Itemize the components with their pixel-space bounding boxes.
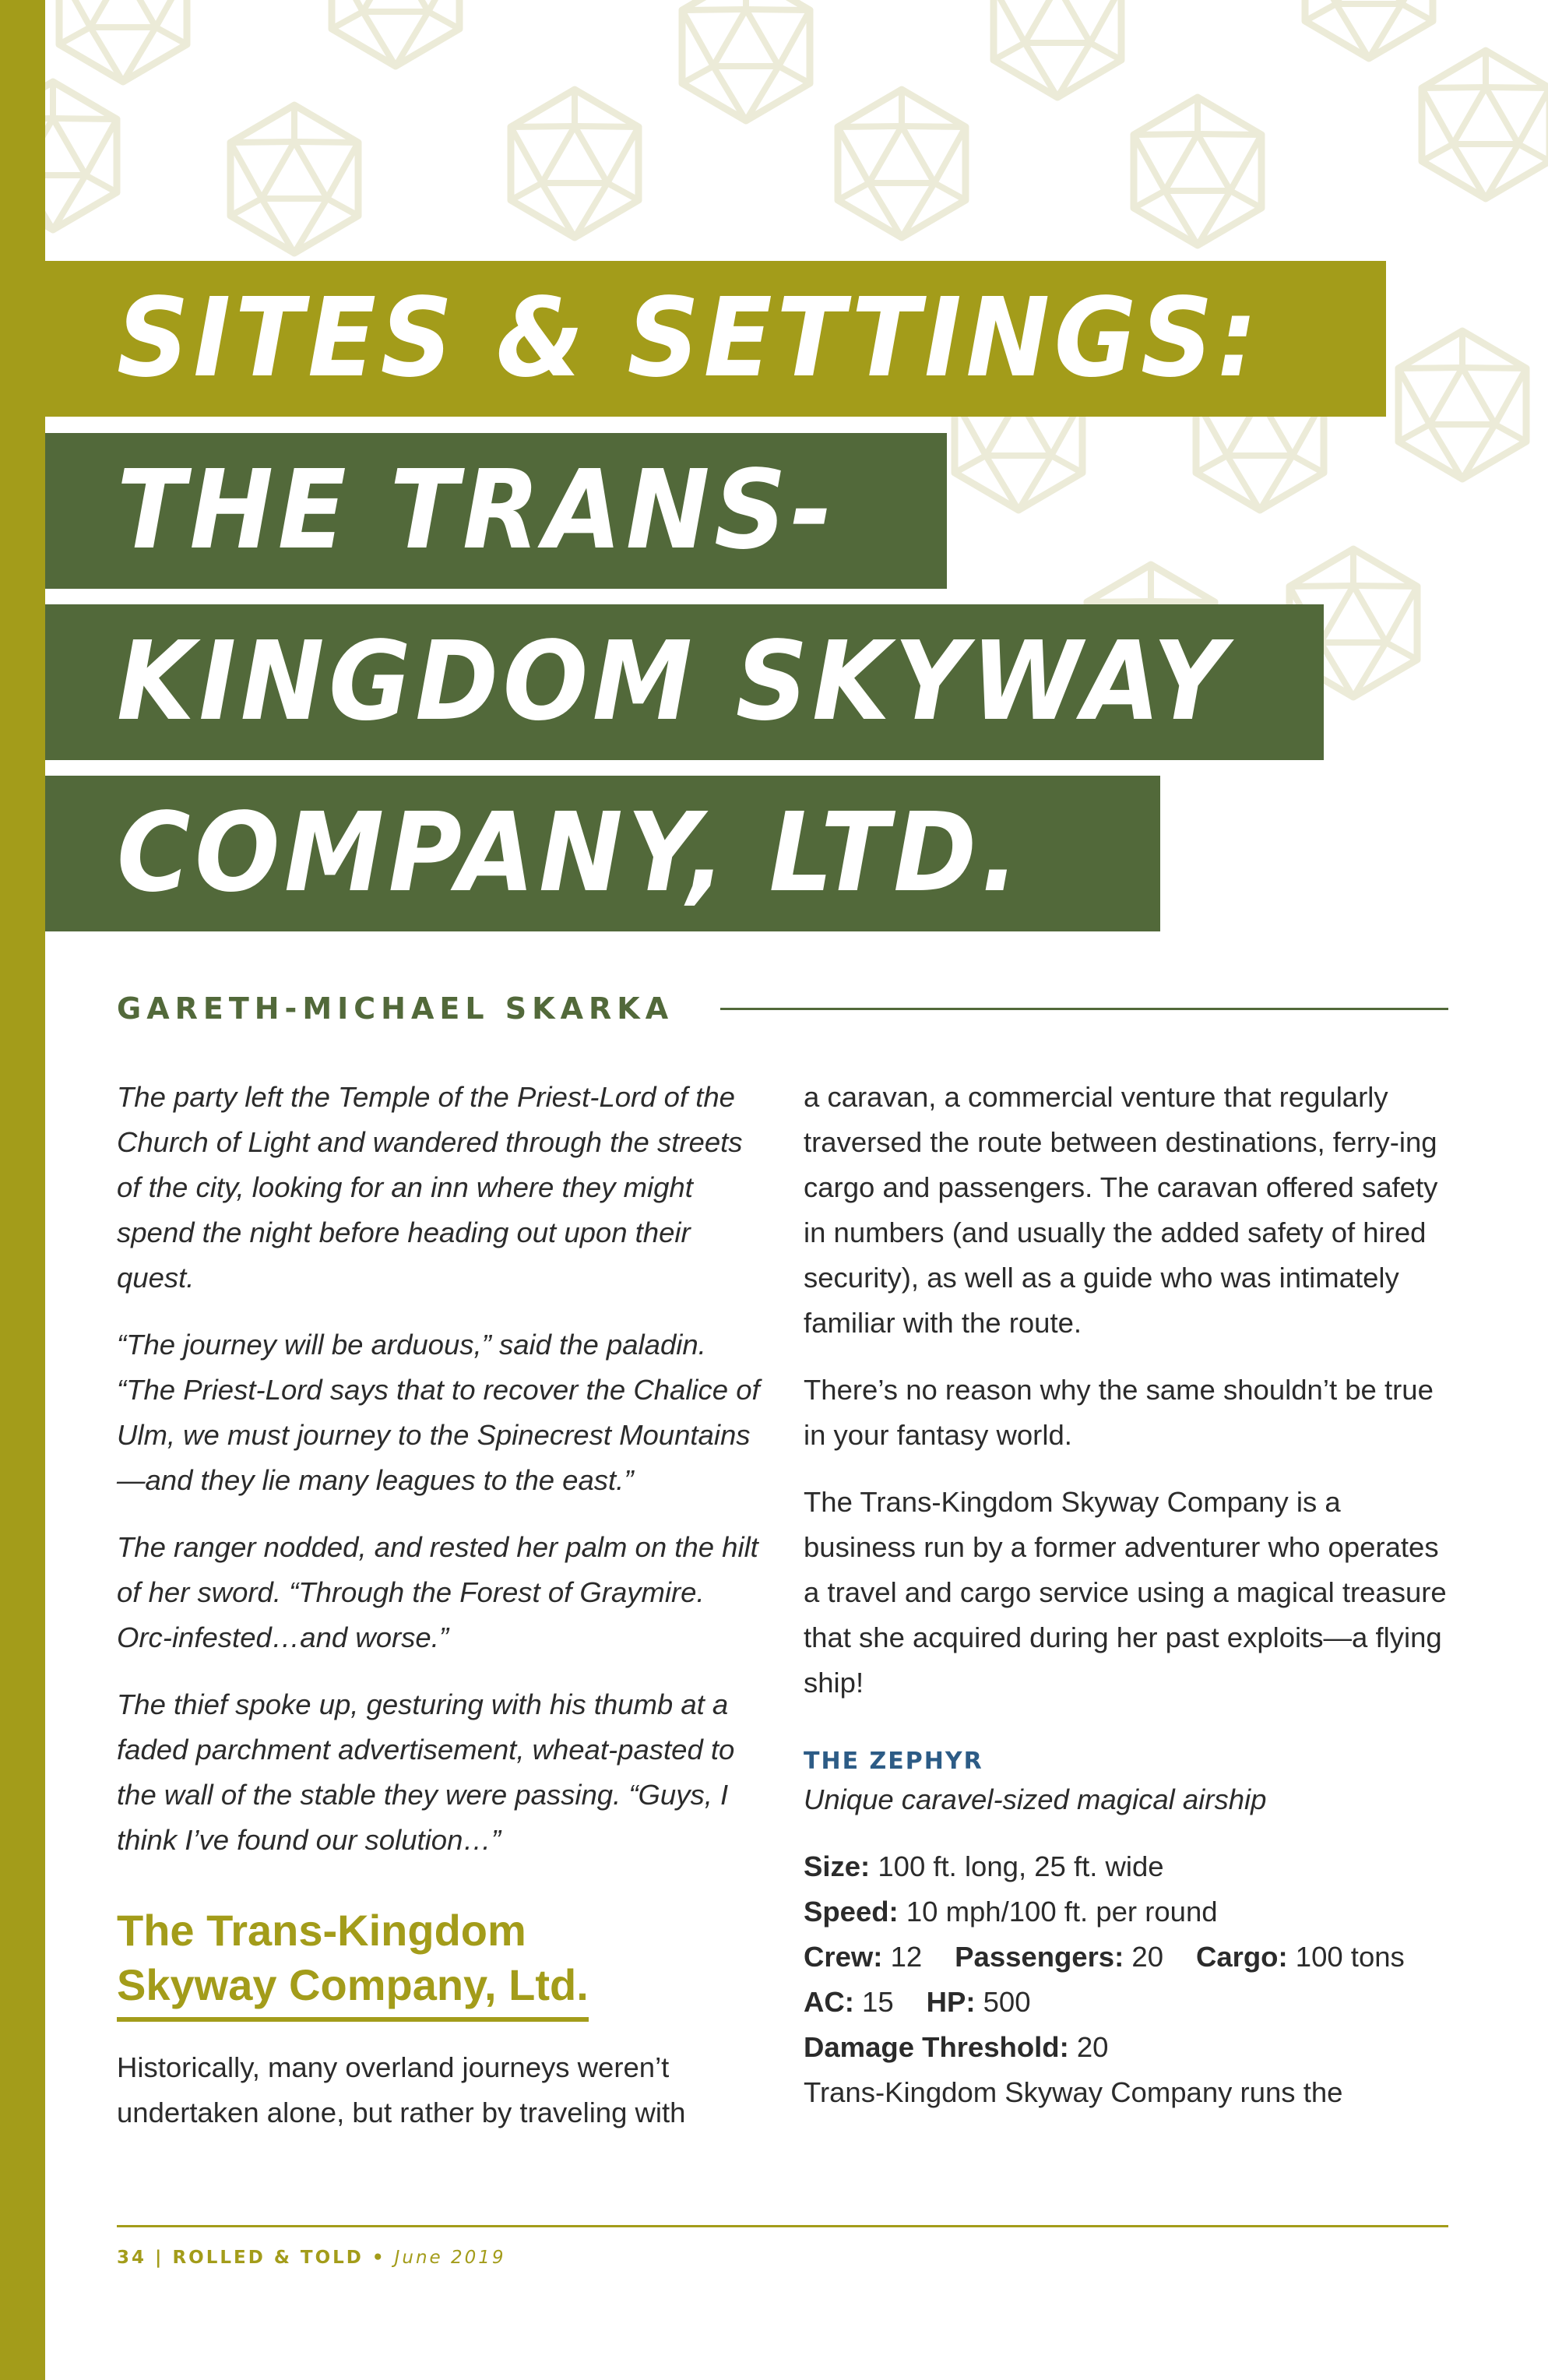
page-number: 34: [117, 2248, 147, 2268]
title-line-1: SITES & SETTINGS:: [117, 275, 1262, 402]
stat-value: 12: [882, 1941, 923, 1973]
footer-rule: [117, 2225, 1448, 2227]
stat-value: 100 ft. long, 25 ft. wide: [870, 1850, 1164, 1882]
body-paragraph: Historically, many overland journeys weren’t undertaken alone, but rather by traveling with: [117, 2051, 686, 2128]
title-band-4: [45, 776, 1160, 931]
body-paragraph: Trans-Kingdom Skyway Company runs the: [804, 2076, 1343, 2108]
stat-label: Passengers:: [955, 1941, 1124, 1973]
stat-size: [804, 1844, 1451, 1889]
title-line-2: THE TRANS-: [117, 447, 837, 574]
intro-paragraph: The ranger nodded, and rested her palm on the hilt of her sword. “Through the Forest of Graymire. Orc-infested…and worse.”: [117, 1531, 758, 1653]
stat-value: 20: [1124, 1941, 1164, 1973]
stat-block-name: THE ZEPHYR: [804, 1748, 983, 1775]
stat-crew-passengers-cargo: [804, 1935, 1451, 1980]
stat-value: 10 mph/100 ft. per round: [898, 1896, 1218, 1928]
page-footer: [117, 2248, 506, 2268]
author-byline: GARETH-MICHAEL SKARKA: [117, 991, 674, 1026]
stat-label: Speed:: [804, 1896, 899, 1928]
stat-block-subtitle: Unique caravel-sized magical airship: [804, 1783, 1267, 1815]
footer-bullet: •: [363, 2248, 395, 2268]
stat-value: 100 tons: [1287, 1941, 1405, 1973]
intro-paragraph: “The journey will be arduous,” said the paladin. “The Priest-Lord says that to recover the Chalice of Ulm, we must journey to the Spinecrest Mountains—and they lie many leagues to the east.”: [117, 1329, 760, 1496]
body-paragraph: The Trans-Kingdom Skyway Company is a business run by a former adventurer who operates a travel and cargo service using a magical treasure that she acquired during her past exploits—a flying ship!: [804, 1486, 1447, 1699]
section-heading-line-1: The Trans-Kingdom: [117, 1906, 526, 1955]
title-line-3: KINGDOM SKYWAY: [117, 618, 1230, 745]
stat-value: 20: [1068, 2031, 1109, 2063]
stat-value: 15: [853, 1986, 894, 2018]
title-band-1: [45, 261, 1386, 417]
footer-separator: |: [146, 2248, 173, 2268]
stat-label: Damage Threshold:: [804, 2031, 1069, 2063]
section-heading-line-2: Skyway Company, Ltd.: [117, 1960, 589, 2009]
title-line-4: COMPANY, LTD.: [117, 790, 1024, 917]
body-paragraph: There’s no reason why the same shouldn’t be true in your fantasy world.: [804, 1374, 1434, 1451]
intro-paragraph: The thief spoke up, gesturing with his thumb at a faded parchment advertisement, wheat-pasted to the wall of the stable they were passing. “Guys, I think I’ve found our solution…”: [117, 1688, 735, 1856]
title-band-3: [45, 604, 1324, 760]
stat-speed: [804, 1889, 1451, 1935]
title-band-2: [45, 433, 947, 589]
stat-label: Cargo:: [1196, 1941, 1288, 1973]
left-column: [117, 1075, 765, 2135]
magazine-name: ROLLED & TOLD: [172, 2248, 364, 2268]
issue-date: June 2019: [394, 2248, 506, 2268]
intro-paragraph: The party left the Temple of the Priest-Lord of the Church of Light and wandered through the streets of the city, looking for an inn where they might spend the night before heading out upon their quest.: [117, 1081, 743, 1294]
section-heading: [117, 1903, 589, 2022]
stat-label: AC:: [804, 1986, 854, 2018]
right-column: [804, 1075, 1451, 2115]
stat-label: HP:: [926, 1986, 976, 2018]
stat-label: Size:: [804, 1850, 871, 1882]
left-accent-bar: [0, 0, 45, 2380]
stat-damage-threshold: [804, 2025, 1451, 2070]
body-paragraph: a caravan, a commercial venture that regularly traversed the route between destinations, ferry-ing cargo and passengers. The caravan offered safety in numbers (and usually the added safety of hired security), as well as a guide who was intimately familiar with the route.: [804, 1081, 1438, 1339]
stat-label: Crew:: [804, 1941, 883, 1973]
byline-row: [117, 989, 1448, 1028]
stat-value: 500: [975, 1986, 1031, 2018]
byline-rule: [720, 1008, 1448, 1010]
stat-ac-hp: [804, 1980, 1451, 2025]
